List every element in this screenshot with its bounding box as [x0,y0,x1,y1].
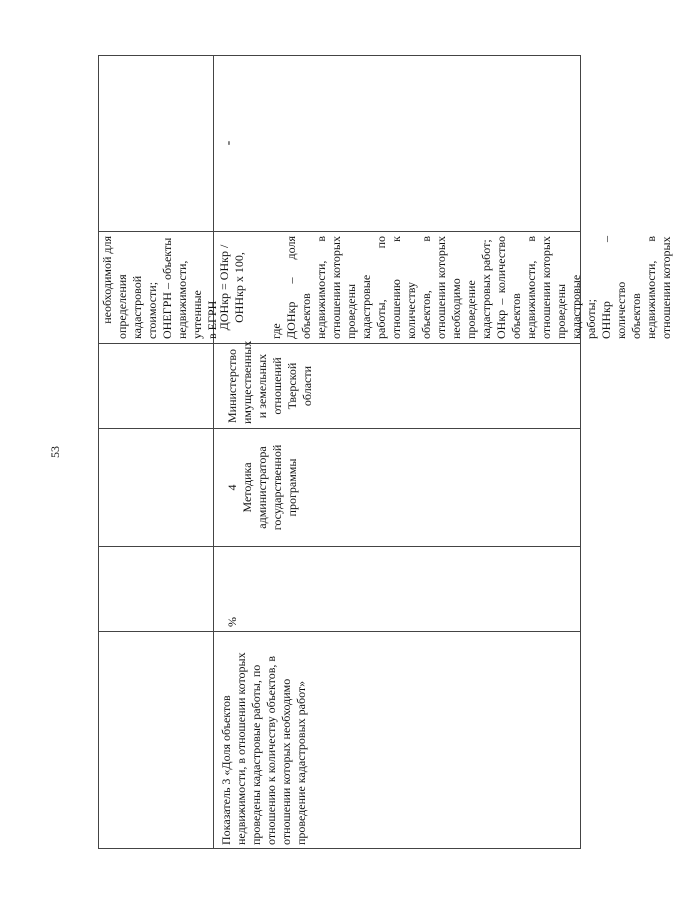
description-line: необходимой для [100,236,114,324]
description-line: определения кадастровой [115,274,144,339]
formula: ДОНкр = ОНкр / ОНHкр х 100, [217,244,246,331]
cell-responsible: Министерство имущественных и земельных отношений Тверской области [213,343,581,428]
method-number: 4 [225,484,239,491]
definition: ДОНкр – доля объектов недвижимости, в отношении которых проведены кадастровые работы, по отношению к количеству объектов, в отношении которых необходимо проведение кадастровых работ; [284,236,493,339]
cell-method-empty [98,428,213,546]
cell-value: - [221,140,236,146]
description-line: ОНЕГРН – объекты [160,237,174,339]
where-label: где [269,323,283,339]
description-line: в ЕГРН [205,300,219,339]
description-line: недвижимости, учтенные [175,260,204,339]
definition: ОНHкр – количество объектов недвижимости, в отношении которых [599,236,673,339]
cell-indicator-name: Показатель 3 «Доля объектов недвижимости, в отношении которых проведены кадастровые работы, по отношению к количеству объектов, в отношении которых необходимо проведение кадастровых работ» [213,631,581,849]
method-text: Методика администратора государственной программы [240,444,299,531]
table-row-indicator-3 [213,55,673,849]
cell-calculation [213,231,673,343]
cell-responsible-empty [98,343,213,428]
cell-unit-empty [98,546,213,631]
indicator-table-rotated [98,55,673,849]
indicator-table [98,55,673,849]
cell-indicator-empty [98,631,213,849]
cell-value-empty [98,55,213,231]
definition: ОНкр – количество объектов недвижимости, в отношении которых проведены кадастровые работы; [494,236,598,339]
page-number: 53 [48,446,62,458]
cell-method [213,428,581,546]
cell-description-continuation [98,231,219,343]
description-line: стоимости; [145,281,159,339]
table-row-continuation [98,55,219,849]
cell-unit: % [213,546,581,631]
